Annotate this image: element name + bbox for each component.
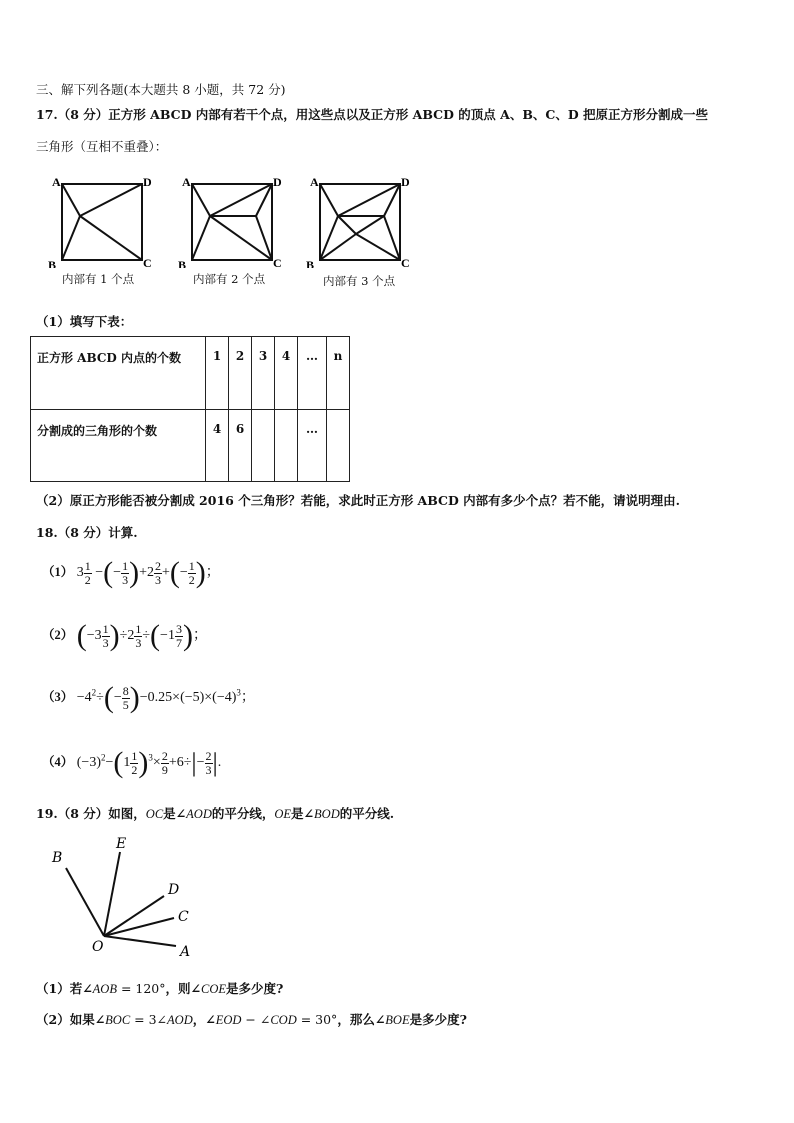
fraction: $\frac{2}{3}$ bbox=[154, 558, 161, 587]
table-cell: n bbox=[327, 337, 350, 410]
ray-label-e: E bbox=[116, 836, 127, 852]
fraction: $\frac{8}{5}$ bbox=[122, 683, 129, 712]
q17-part1: （1）填写下表： bbox=[36, 314, 133, 329]
expression-1: （1） 3 $\frac{1}{2}$ −(− $\frac{1}{3}$ )+2 $\frac{2}{3}$ +(− $\frac{1}{2}$ )； bbox=[42, 556, 220, 589]
table-cell: 6 bbox=[229, 410, 252, 482]
vertex-label-d: D bbox=[401, 175, 410, 189]
whole-number: 1 bbox=[167, 628, 175, 644]
table-cell bbox=[327, 410, 350, 482]
q19-part2: （2）如果∠BOC = 3∠AOD，∠EOD − ∠COD = 30°，那么∠BOE是多少度? bbox=[36, 1012, 467, 1027]
whole-number: 3 bbox=[94, 628, 102, 644]
angle-figure bbox=[40, 830, 210, 963]
whole-number: 1 bbox=[123, 755, 131, 771]
vertex-label-a: A bbox=[52, 175, 61, 189]
expression-label: （2） bbox=[42, 628, 74, 643]
fraction: $\frac{2}{3}$ bbox=[205, 748, 212, 777]
vertex-label-d: D bbox=[143, 175, 152, 189]
table-cell: 4 bbox=[206, 410, 229, 482]
table-cell: 1 bbox=[206, 337, 229, 410]
fraction: $\frac{1}{2}$ bbox=[188, 558, 195, 587]
fraction: $\frac{1}{3}$ bbox=[122, 558, 129, 587]
number: 5 bbox=[192, 690, 200, 706]
square-figure-3 bbox=[304, 172, 424, 271]
vertex-label-b: B bbox=[178, 258, 187, 268]
vertex-label-a: A bbox=[182, 175, 191, 189]
fraction: $\frac{1}{2}$ bbox=[131, 748, 138, 777]
vertex-label-b: B bbox=[48, 258, 57, 268]
vertex-label-c: C bbox=[401, 256, 410, 268]
section-title: 三、解下列各题(本大题共 8 小题，共 72 分) bbox=[36, 82, 286, 97]
square-figure-2 bbox=[176, 172, 296, 271]
expression-4: （4） $(-3)^2-(1$ $\frac{1}{2}$ )$^3$× $\frac{2}{9}$ +6÷|− $\frac{2}{3}$ |. bbox=[42, 746, 222, 779]
ray-label-a: A bbox=[180, 944, 191, 960]
table-row1-header: 正方形 ABCD 内点的个数 bbox=[31, 337, 206, 410]
table-cell: 4 bbox=[275, 337, 298, 410]
square-figure-1 bbox=[46, 172, 166, 271]
fraction: $\frac{3}{7}$ bbox=[175, 621, 182, 650]
expression-label: （1） bbox=[42, 565, 74, 580]
expression-3: $(3) -4^2\div(-$ $\frac{8}{5}$ )$-0.25\times(-5)\times(-4)^3$； bbox=[42, 681, 255, 714]
table-cell bbox=[252, 410, 275, 482]
figure-caption-3: 内部有 3 个点 bbox=[323, 274, 396, 288]
expression-2: （2） (−3 $\frac{1}{3}$ )÷2 $\frac{1}{3}$ ÷(−1 $\frac{3}{7}$ )； bbox=[42, 619, 207, 652]
expression-label: （4） bbox=[42, 755, 74, 770]
ray-label-d: D bbox=[168, 882, 180, 898]
whole-number: 2 bbox=[146, 565, 154, 581]
vertex-label-a: A bbox=[310, 175, 319, 189]
fraction: $\frac{1}{3}$ bbox=[102, 621, 109, 650]
table-cell bbox=[275, 410, 298, 482]
vertex-label-b: B bbox=[306, 258, 315, 268]
q19-part1: （1）若∠AOB = 120°，则∠COE是多少度? bbox=[36, 981, 284, 996]
fraction: $\frac{1}{3}$ bbox=[135, 621, 142, 650]
table-cell: 3 bbox=[252, 337, 275, 410]
figure-caption-2: 内部有 2 个点 bbox=[193, 272, 266, 286]
vertex-label-c: C bbox=[273, 256, 282, 268]
whole-number: 3 bbox=[76, 565, 84, 581]
table-row2-header: 分割成的三角形的个数 bbox=[31, 410, 206, 482]
q17-part2: （2）原正方形能否被分割成 2016 个三角形？若能，求此时正方形 ABCD 内部有多少个点？若不能，请说明理由. bbox=[36, 493, 681, 508]
table-cell: … bbox=[298, 337, 327, 410]
vertex-label-d: D bbox=[273, 175, 282, 189]
table-cell: … bbox=[298, 410, 327, 482]
table-cell: 2 bbox=[229, 337, 252, 410]
figure-caption-1: 内部有 1 个点 bbox=[62, 272, 135, 286]
fraction: $\frac{1}{2}$ bbox=[84, 558, 91, 587]
decimal: 0.25 bbox=[147, 690, 173, 706]
ray-label-b: B bbox=[52, 850, 63, 866]
fraction: $\frac{2}{9}$ bbox=[161, 748, 168, 777]
number: 6 bbox=[176, 755, 184, 771]
q19-title: 19.（8 分）如图，OC是∠AOD的平分线，OE是∠BOD的平分线. bbox=[36, 806, 395, 821]
q17-table bbox=[30, 336, 350, 482]
q17-stem-line1: 17.（8 分）正方形 ABCD 内部有若干个点，用这些点以及正方形 ABCD 的顶点 A、B、C、D 把原正方形分割成一些 bbox=[36, 107, 709, 122]
expression-label: （3） bbox=[42, 690, 74, 705]
q17-stem-line2: 三角形（互相不重叠）： bbox=[36, 139, 168, 154]
vertex-label-c: C bbox=[143, 256, 152, 268]
vertex-label-o: O bbox=[92, 939, 104, 955]
whole-number: 2 bbox=[127, 628, 135, 644]
ray-label-c: C bbox=[178, 909, 189, 925]
number: 4 bbox=[224, 690, 232, 706]
q18-title: 18.（8 分）计算. bbox=[36, 525, 138, 540]
